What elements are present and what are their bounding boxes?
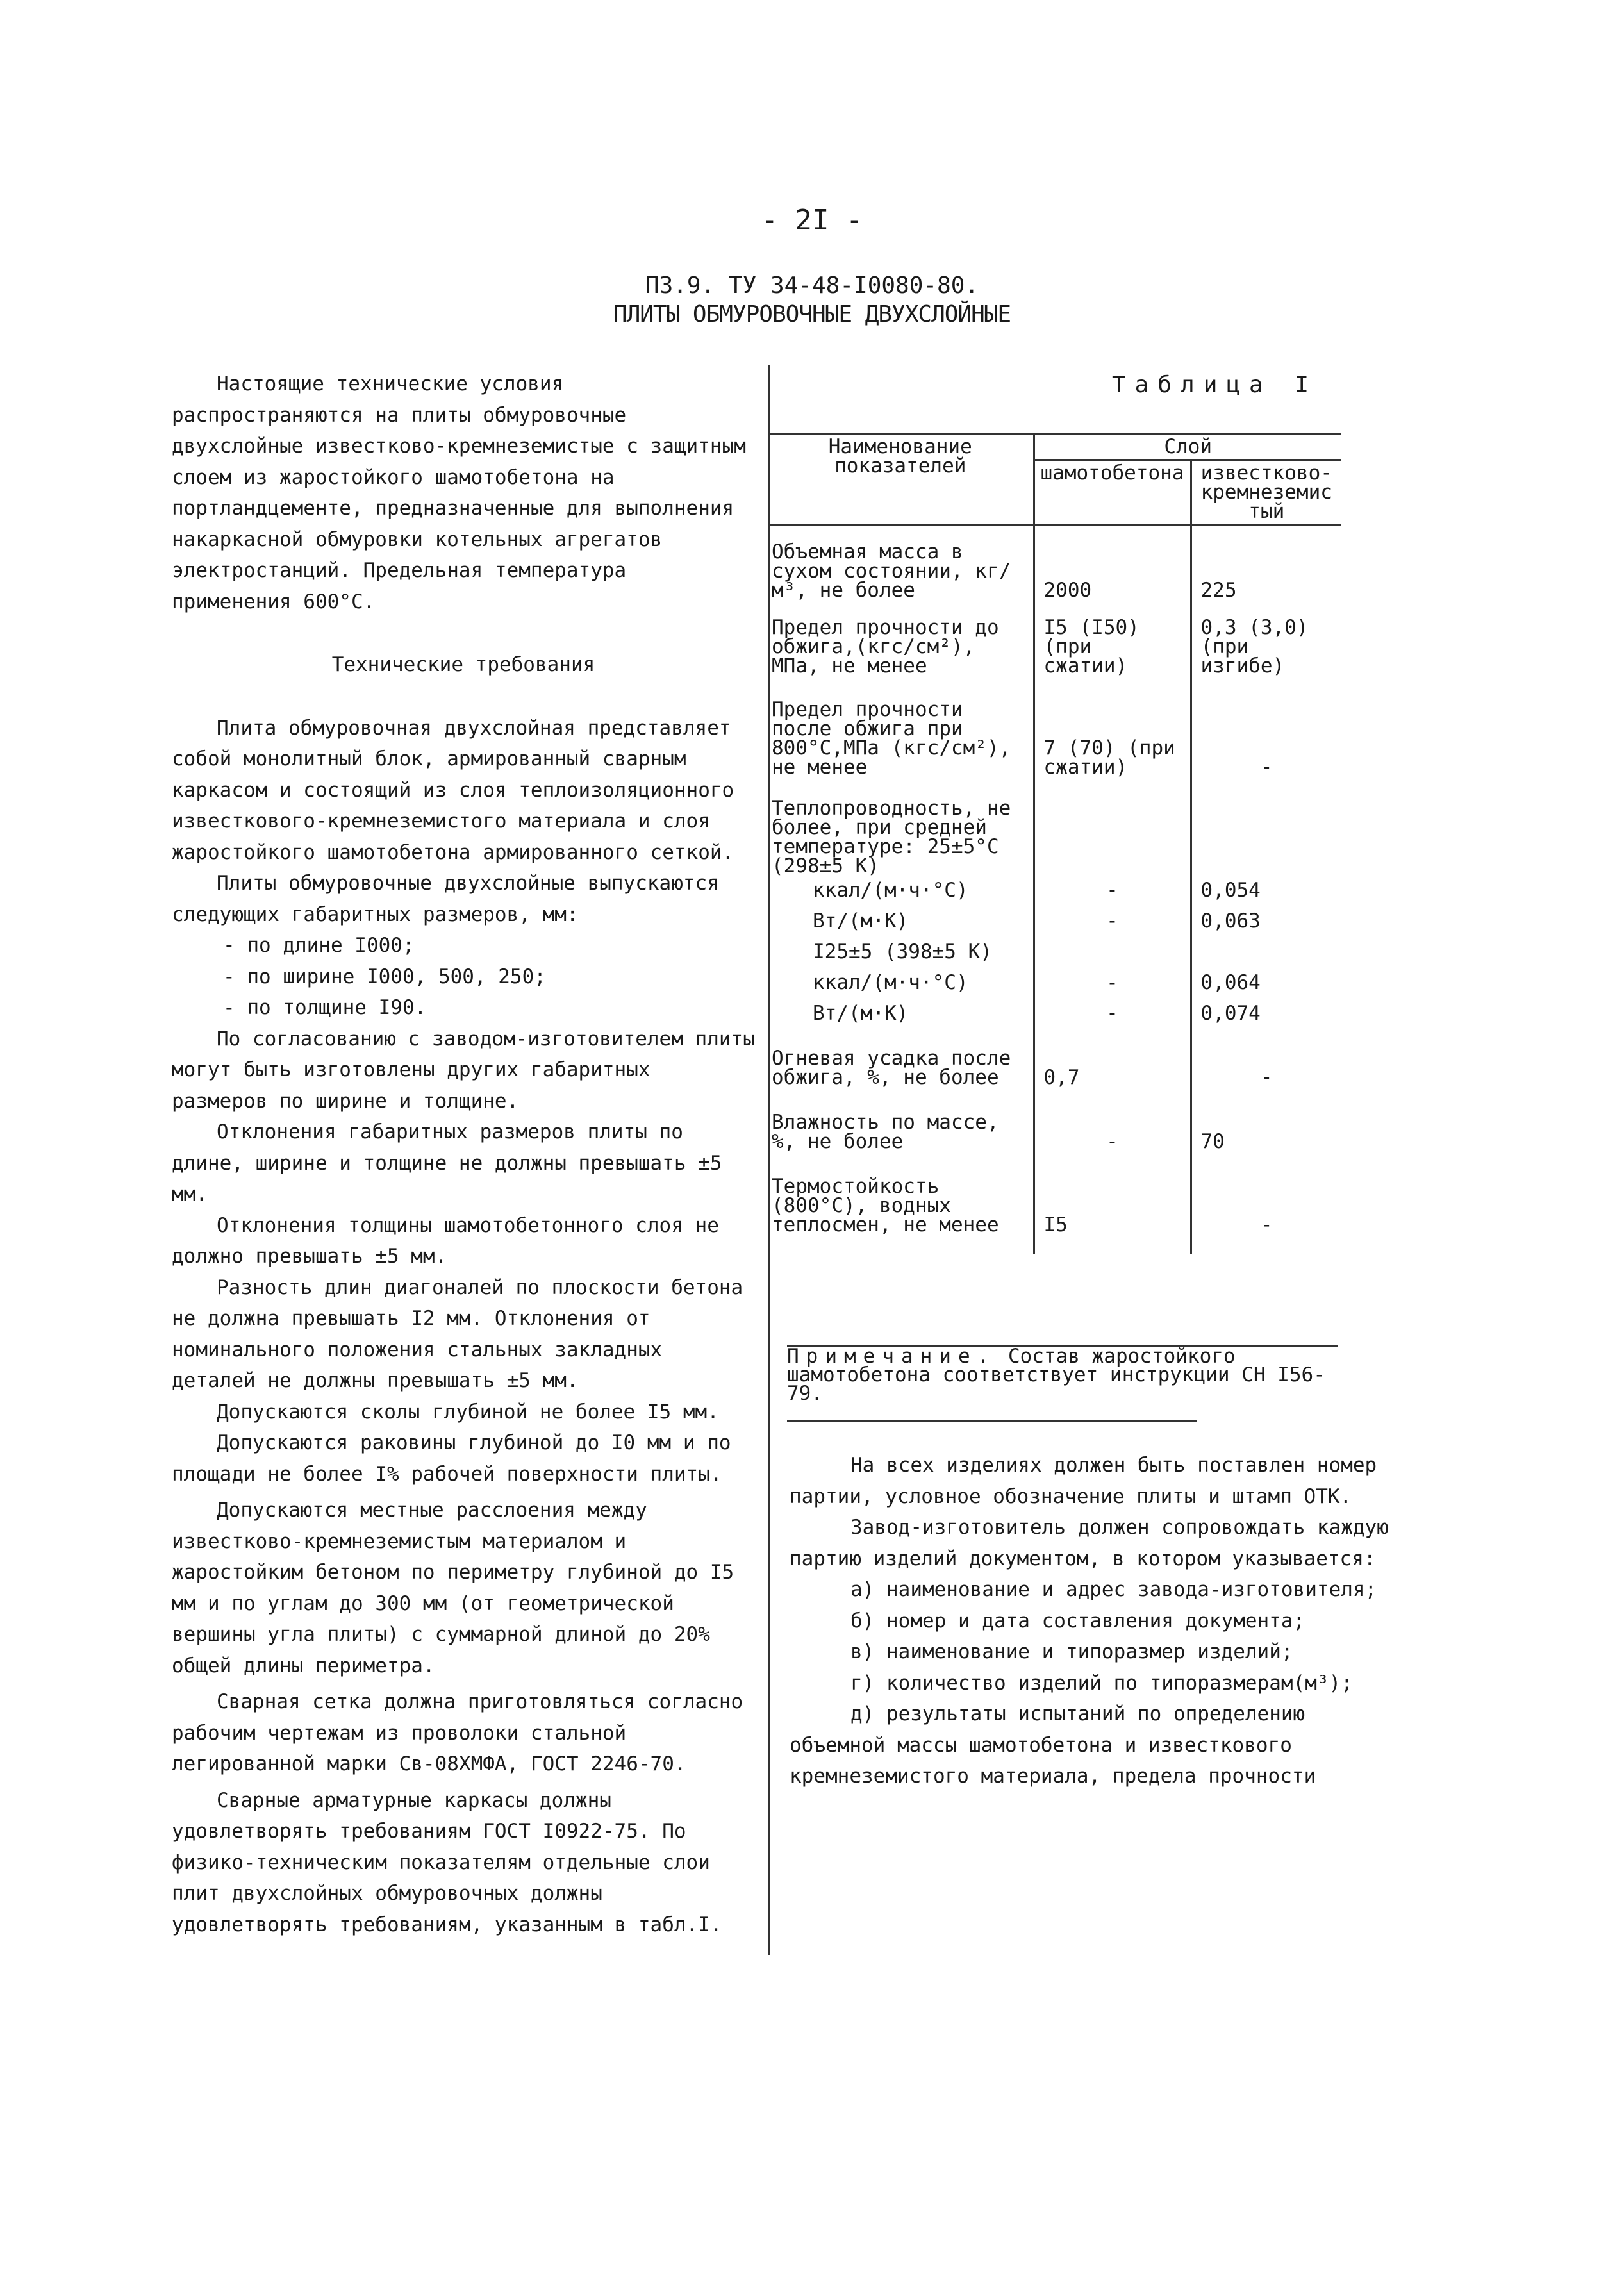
note-underline [787, 1420, 1197, 1422]
table-cell: 225 [1191, 525, 1341, 603]
table-cell: I25±5 (398±5 К) [813, 940, 992, 963]
table-cell: Вт/(м·К) [813, 910, 909, 933]
properties-table [768, 433, 1341, 1254]
table-cell: Теплопроводность, не более, при средней температуре: 25±5°С (298±5 К) [772, 797, 1011, 877]
paragraph: Допускаются раковины глубиной до I0 мм и по площади не более I% рабочей поверхности плиты. [172, 1431, 731, 1486]
section-heading: Технические требования [331, 653, 595, 676]
table-row [768, 933, 1341, 964]
paragraph: Плиты обмуровочные двухслойные выпускаются следующих габаритных размеров, мм: [172, 872, 719, 926]
table-cell: - [1034, 964, 1191, 995]
table-cell: Предел прочности до обжига,(кгс/см²), МПа, не менее [772, 616, 999, 677]
list-item: - по толщине I90. [223, 996, 427, 1019]
paragraph: Плита обмуровочная двухслойная представляет собой монолитный блок, армированный сварным каркасом и состоящий из слоя теплоизоляционного известкового-кремнеземистого материала и слоя жаростойкого шамотобетона армированного сеткой. [172, 716, 734, 864]
document-title: ПЛИТЫ ОБМУРОВОЧНЫЕ ДВУХСЛОЙНЫЕ [613, 301, 1011, 328]
table-cell: 70 [1191, 1090, 1341, 1154]
table-row [768, 779, 1341, 878]
paragraph: Допускаются сколы глубиной не более I5 мм. [217, 1400, 719, 1424]
header-cell: известково-кремнеземистый [1191, 460, 1341, 525]
left-column [172, 369, 755, 1940]
table-cell: - [1034, 878, 1191, 902]
paragraph: Завод-изготовитель должен сопровождать каждую партию изделий документом, в котором указывается: [790, 1516, 1389, 1570]
paragraph: Отклонения толщины шамотобетонного слоя не должно превышать ±5 мм. [172, 1213, 719, 1268]
right-column [790, 1450, 1392, 1792]
paragraph: Отклонения габаритных размеров плиты по длине, ширине и толщине не должны превышать ±5 мм. [172, 1120, 722, 1206]
table-row [768, 902, 1341, 933]
table-cell: Влажность по массе, %, не более [772, 1111, 999, 1153]
table-cell: - [1191, 678, 1341, 779]
table-cell: - [1034, 902, 1191, 933]
table-cell: Вт/(м·К) [813, 1002, 909, 1025]
table-cell: ккал/(м·ч·°С) [813, 971, 968, 994]
paragraph: Сварная сетка должна приготовляться согласно рабочим чертежам из проволоки стальной легированной марки Св-08ХМФА, ГОСТ 2246-70. [172, 1690, 743, 1775]
paragraph: По согласованию с заводом-изготовителем плиты могут быть изготовлены других габаритных размеров по ширине и толщине. [172, 1027, 755, 1113]
list-item: - по ширине I000, 500, 250; [223, 965, 546, 988]
table-cell: I5 [1034, 1154, 1191, 1254]
note-text: Состав жаростойкого шамотобетона соответствует инструкции СН I56-79. [787, 1345, 1325, 1405]
table-cell: - [1191, 1154, 1341, 1254]
table-cell: ккал/(м·ч·°С) [813, 879, 968, 902]
note-label: Примечание. [787, 1345, 997, 1368]
page-number: - 2I - [761, 204, 863, 237]
table-cell: I5 (I50) (при сжатии) [1034, 603, 1191, 678]
table-cell: - [1191, 1026, 1341, 1090]
list-item: в) наименование и типоразмер изделий; [850, 1640, 1293, 1663]
table-row [768, 1090, 1341, 1154]
table-cell: 0,054 [1191, 878, 1341, 902]
table-cell: - [1034, 995, 1191, 1026]
table-cell: - [1034, 1090, 1191, 1154]
table-row [768, 603, 1341, 678]
header-cell: Слой [1034, 434, 1341, 460]
paragraph: Разность длин диагоналей по плоскости бетона не должна превышать I2 мм. Отклонения от номинального положения стальных закладных деталей не должны превышать ±5 мм. [172, 1276, 743, 1392]
table-cell: Предел прочности после обжига при 800°С,МПа (кгс/см²), не менее [772, 698, 1011, 779]
list-item: г) количество изделий по типоразмерам(м³); [850, 1671, 1353, 1695]
table-cell: 0,7 [1034, 1026, 1191, 1090]
table-cell: 0,063 [1191, 902, 1341, 933]
table-row [768, 1026, 1341, 1090]
table-row [768, 995, 1341, 1026]
table-row [768, 525, 1341, 603]
list-item: а) наименование и адрес завода-изготовителя; [850, 1578, 1377, 1601]
paragraph: На всех изделиях должен быть поставлен номер партии, условное обозначение плиты и штамп ОТК. [790, 1454, 1377, 1508]
table-cell: 7 (70) (при сжатии) [1034, 678, 1191, 779]
table-cell: Термостойкость (800°С), водных теплосмен, не менее [772, 1175, 999, 1236]
table-row [768, 678, 1341, 779]
list-item: б) номер и дата составления документа; [850, 1609, 1305, 1633]
table-header-row [768, 434, 1341, 460]
header-cell: шамотобетона [1034, 460, 1191, 525]
list-item: д) результаты испытаний по определению объемной массы шамотобетона и известкового кремнеземистого материала, предела прочности [790, 1702, 1316, 1788]
table-cell: 0,074 [1191, 995, 1341, 1026]
table-row [768, 964, 1341, 995]
table-cell: Объемная масса в сухом состоянии, кг/м³, не более [772, 540, 1011, 602]
paragraph: Сварные арматурные каркасы должны удовлетворять требованиям ГОСТ I0922-75. По физико-техническим показателям отдельные слои плит двухслойных обмуровочных должны удовлетворять требованиям, указанным в табл.I. [172, 1788, 722, 1936]
table-cell: 2000 [1034, 525, 1191, 603]
list-item: - по длине I000; [223, 934, 415, 957]
document-code: ПЗ.9. ТУ 34-48-I0080-80. [645, 272, 979, 299]
table-row [768, 878, 1341, 902]
header-cell: Наименование показателей [768, 434, 1034, 525]
paragraph: Допускаются местные расслоения между известково-кремнеземистым материалом и жаростойким бетоном по периметру глубиной до I5 мм и по углам до 300 мм (от геометрической вершины угла плиты) с суммарной длиной до 20% общей длины периметра. [172, 1499, 734, 1677]
table-cell: 0,064 [1191, 964, 1341, 995]
table-cell: Огневая усадка после обжига, %, не более [772, 1047, 1011, 1089]
table-row [768, 1154, 1341, 1254]
table-caption: Таблица I [1112, 372, 1318, 398]
table-note [787, 1347, 1345, 1403]
paragraph: Настоящие технические условия распространяются на плиты обмуровочные двухслойные известково-кремнеземистые с защитным слоем из жаростойкого шамотобетона на портландцементе, предназначенные для выполнения накаркасной обмуровки котельных агрегатов электростанций. Предельная температура применения 600°С. [172, 372, 746, 613]
table-cell: 0,3 (3,0) (при изгибе) [1191, 603, 1341, 678]
